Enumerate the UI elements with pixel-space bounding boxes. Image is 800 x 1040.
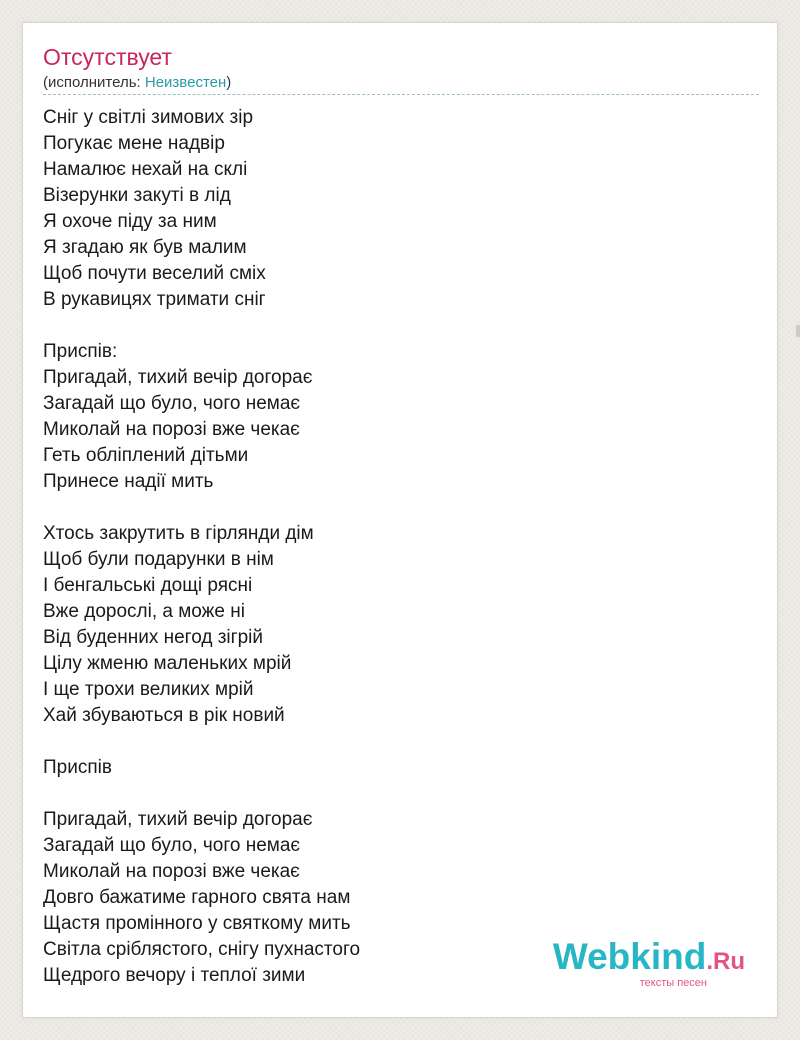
lyric-blank-line	[43, 495, 360, 521]
artist-line	[43, 73, 231, 93]
lyric-line: Загадай що було, чого немає	[43, 835, 301, 856]
lyric-line: Миколай на порозі вже чекає	[43, 419, 300, 440]
lyric-line: Світла сріблястого, снігу пухнастого	[43, 939, 361, 960]
song-title: Отсутствует	[43, 44, 172, 70]
site-logo[interactable]	[553, 938, 745, 989]
lyric-line: І бенгальські дощі рясні	[43, 575, 253, 596]
lyric-blank-line	[43, 313, 360, 339]
lyric-line: Миколай на порозі вже чекає	[43, 861, 300, 882]
lyric-line: Я згадаю як був малим	[43, 237, 247, 258]
lyric-line: Приспів:	[43, 341, 118, 362]
artist-link[interactable]: Неизвестен	[144, 74, 227, 91]
lyric-line: Щедрого вечору і теплої зими	[43, 965, 306, 986]
artist-prefix: (исполнитель:	[43, 74, 145, 91]
lyric-line: Принесе надії мить	[43, 471, 214, 492]
lyric-line: Погукає мене надвір	[43, 133, 225, 154]
lyrics-body	[43, 105, 360, 989]
lyric-line: Вже дорослі, а може ні	[43, 601, 245, 622]
lyric-line: Щастя промінного у святкому мить	[43, 913, 351, 934]
lyric-line: Довго бажатиме гарного свята нам	[43, 887, 351, 908]
logo-brand: Webkind	[552, 936, 707, 977]
lyric-blank-line	[43, 781, 360, 807]
lyric-line: Пригадай, тихий вечір догорає	[43, 367, 313, 388]
lyric-line: Хтось закрутить в гірлянди дім	[43, 523, 314, 544]
lyric-line: Намалює нехай на склі	[43, 159, 248, 180]
lyric-line: Візерунки закуті в лід	[43, 185, 231, 206]
lyric-line: Приспів	[43, 757, 112, 778]
lyric-line: Загадай що було, чого немає	[43, 393, 301, 414]
lyric-line: Цілу жменю маленьких мрій	[43, 653, 292, 674]
lyric-line: І ще трохи великих мрій	[43, 679, 254, 700]
artist-suffix: )	[226, 74, 232, 91]
lyric-line: Я охоче піду за ним	[43, 211, 217, 232]
header-divider	[43, 94, 759, 95]
edge-tab	[796, 325, 800, 337]
lyric-line: Щоб були подарунки в нім	[43, 549, 274, 570]
lyric-line: В рукавицях тримати сніг	[43, 289, 266, 310]
logo-wordmark	[553, 938, 745, 981]
lyric-line: Хай збуваються в рік новий	[43, 705, 285, 726]
logo-tld: .Ru	[706, 948, 745, 975]
lyric-line: Від буденних негод зігрій	[43, 627, 263, 648]
lyric-line: Щоб почути веселий сміх	[43, 263, 266, 284]
lyric-blank-line	[43, 729, 360, 755]
lyric-line: Сніг у світлі зимових зір	[43, 107, 254, 128]
lyric-line: Геть обліплений дітьми	[43, 445, 249, 466]
logo-tagline: тексты песен	[639, 977, 707, 989]
lyrics-card	[22, 22, 778, 1018]
lyric-line: Пригадай, тихий вечір догорає	[43, 809, 313, 830]
